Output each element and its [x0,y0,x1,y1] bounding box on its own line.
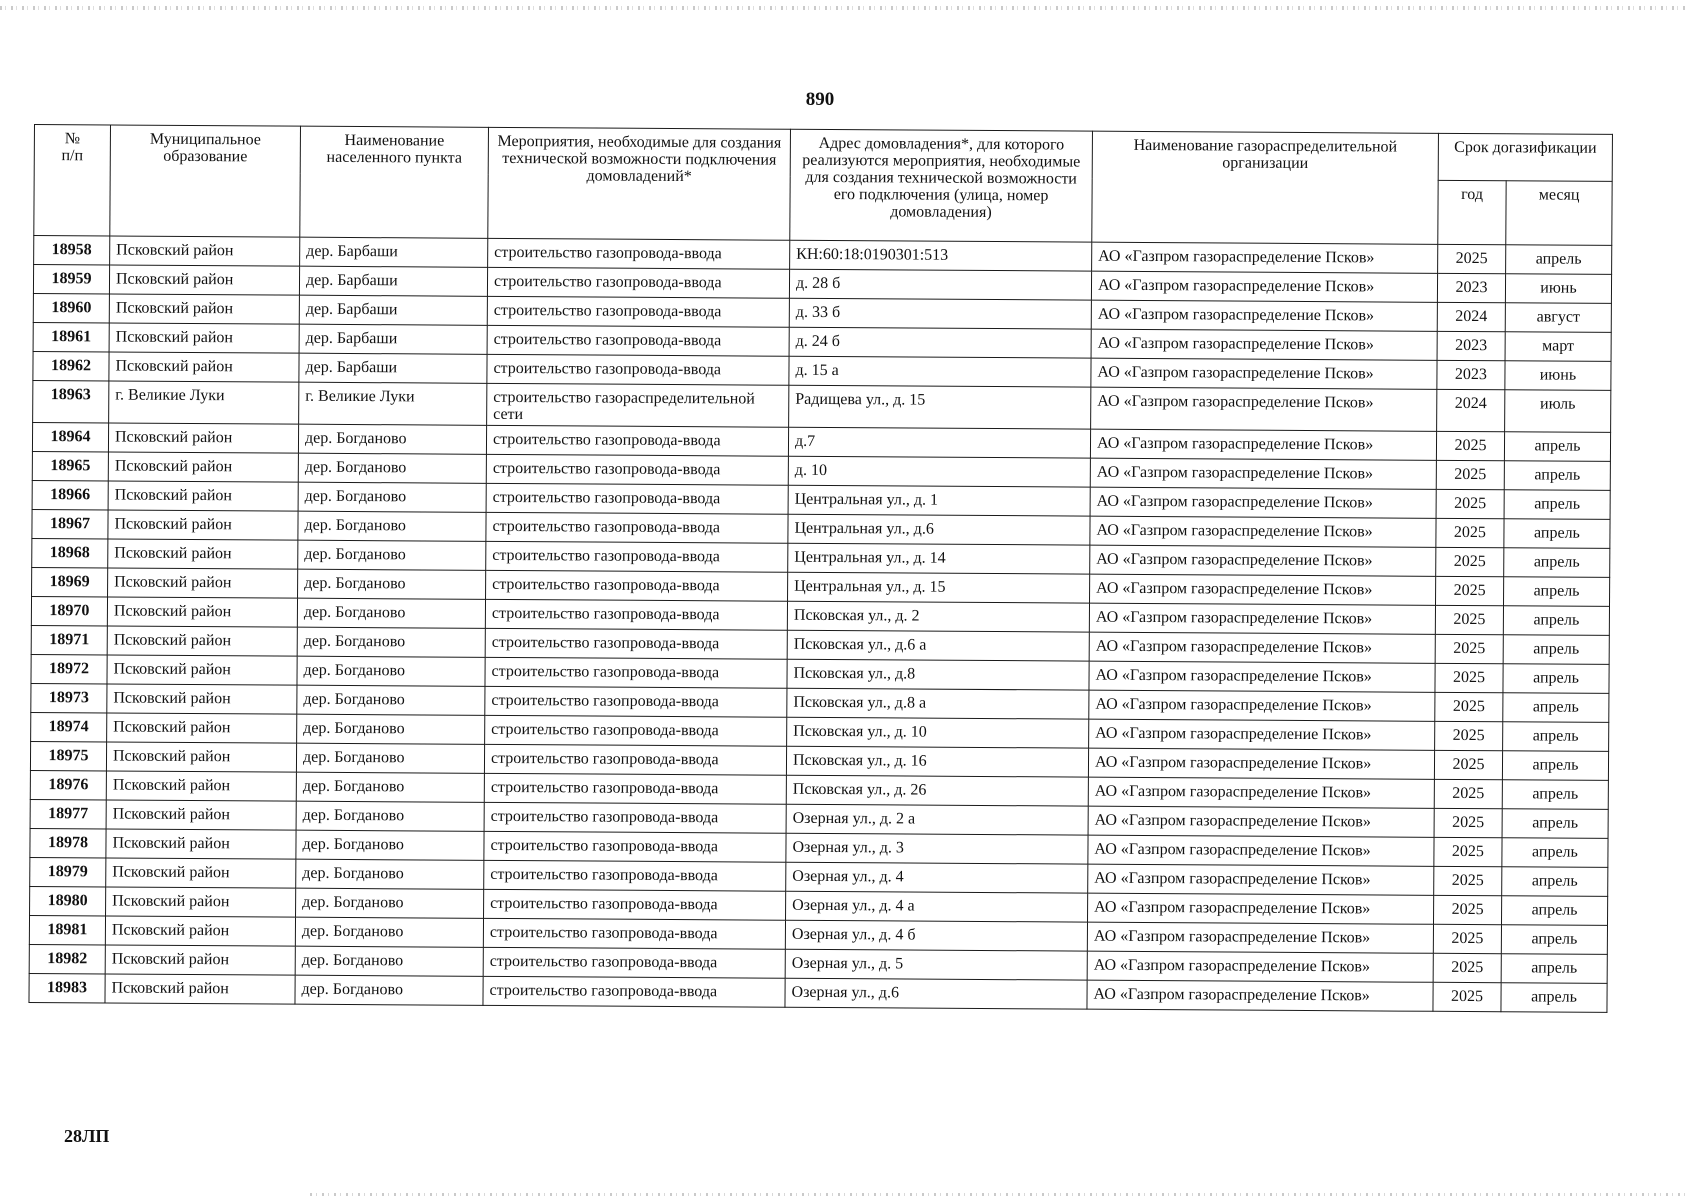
header-organization: Наименование газораспределительной организации [1092,131,1439,244]
cell-municipality: Псковский район [105,945,295,975]
cell-municipality: Псковский район [105,974,295,1004]
cell-settlement: дер. Богданово [298,453,486,483]
cell-address: Псковская ул., д. 26 [786,775,1088,806]
cell-month: апрель [1504,490,1610,520]
cell-num: 18977 [30,799,106,828]
cell-num: 18972 [31,654,107,683]
cell-month: апрель [1504,577,1610,607]
cell-month: апрель [1501,954,1607,984]
cell-month: апрель [1501,983,1607,1013]
cell-month: апрель [1502,838,1608,868]
cell-year: 2024 [1437,389,1505,431]
cell-month: июнь [1505,274,1611,304]
cell-measure: строительство газопровода-ввода [486,483,788,514]
cell-settlement: дер. Богданово [297,627,485,657]
cell-municipality: Псковский район [109,352,299,382]
cell-municipality: Псковский район [108,452,298,482]
cell-num: 18980 [30,886,106,915]
cell-year: 2025 [1433,895,1501,924]
cell-address: Озерная ул., д. 3 [786,833,1088,864]
cell-num: 18967 [32,509,108,538]
cell-measure: строительство газопровода-ввода [485,657,787,688]
cell-organization: АО «Газпром газораспределение Псков» [1090,487,1436,518]
cell-month: апрель [1502,867,1608,897]
cell-settlement: дер. Барбаши [299,295,487,325]
cell-month: апрель [1503,722,1609,752]
cell-num: 18958 [34,236,110,265]
cell-year: 2025 [1434,837,1502,866]
cell-address: Псковская ул., д.6 а [787,630,1089,661]
header-measures: Мероприятия, необходимые для создания технической возможности подключения домовладений* [488,127,791,240]
cell-settlement: дер. Богданово [298,511,486,541]
cell-municipality: Псковский район [108,481,298,511]
cell-measure: строительство газопровода-ввода [485,715,787,746]
cell-measure: строительство газопровода-ввода [486,425,788,456]
header-year: год [1438,180,1506,244]
cell-address: Псковская ул., д. 10 [787,717,1089,748]
cell-address: д. 28 б [789,269,1091,300]
cell-num: 18963 [33,380,109,422]
cell-num: 18983 [29,973,105,1002]
cell-address: Озерная ул., д. 5 [785,949,1087,980]
cell-address: Озерная ул., д. 4 б [785,920,1087,951]
cell-address: Радищева ул., д. 15 [789,385,1091,429]
header-month: месяц [1506,181,1612,246]
cell-address: Центральная ул., д. 14 [788,543,1090,574]
cell-month: июль [1505,390,1611,433]
cell-num: 18975 [30,741,106,770]
cell-num: 18981 [29,915,105,944]
cell-address: Центральная ул., д. 1 [788,485,1090,516]
cell-year: 2025 [1435,692,1503,721]
cell-organization: АО «Газпром газораспределение Псков» [1089,719,1435,750]
cell-month: апрель [1502,780,1608,810]
cell-municipality: Псковский район [108,423,298,453]
cell-municipality: Псковский район [106,858,296,888]
cell-month: апрель [1502,809,1608,839]
cell-measure: строительство газопровода-ввода [483,918,785,949]
cell-measure: строительство газопровода-ввода [485,628,787,659]
cell-month: апрель [1504,461,1610,491]
cell-year: 2025 [1435,605,1503,634]
cell-organization: АО «Газпром газораспределение Псков» [1089,603,1435,634]
cell-month: апрель [1503,606,1609,636]
cell-measure: строительство газопровода-ввода [483,947,785,978]
cell-organization: АО «Газпром газораспределение Псков» [1087,980,1433,1011]
cell-measure: строительство газопровода-ввода [484,773,786,804]
cell-organization: АО «Газпром газораспределение Псков» [1090,574,1436,605]
document-code: 28ЛП [64,1126,110,1146]
cell-measure: строительство газопровода-ввода [484,831,786,862]
cell-settlement: г. Великие Луки [299,382,487,425]
cell-measure: строительство газопровода-ввода [487,267,789,298]
cell-address: Центральная ул., д. 15 [788,572,1090,603]
cell-year: 2025 [1436,518,1504,547]
cell-municipality: Псковский район [106,829,296,859]
scan-edge-top [0,6,1686,10]
cell-municipality: Псковский район [108,568,298,598]
cell-year: 2025 [1438,244,1506,273]
page-number: 890 [805,89,835,110]
cell-settlement: дер. Богданово [296,801,484,831]
cell-address: д. 15 а [789,356,1091,387]
cell-organization: АО «Газпром газораспределение Псков» [1091,358,1437,389]
cell-municipality: Псковский район [110,236,300,266]
cell-address: Озерная ул., д. 4 а [786,891,1088,922]
cell-num: 18959 [33,265,109,294]
cell-settlement: дер. Богданово [295,917,483,947]
cell-municipality: Псковский район [107,655,297,685]
cell-year: 2025 [1434,808,1502,837]
cell-month: апрель [1503,693,1609,723]
cell-organization: АО «Газпром газораспределение Псков» [1088,864,1434,895]
cell-municipality: Псковский район [108,510,298,540]
cell-organization: АО «Газпром газораспределение Псков» [1087,922,1433,953]
gasification-table [28,124,1613,1013]
cell-organization: АО «Газпром газораспределение Псков» [1091,329,1437,360]
cell-measure: строительство газопровода-ввода [485,686,787,717]
cell-settlement: дер. Богданово [296,888,484,918]
cell-num: 18964 [32,422,108,451]
cell-month: апрель [1503,664,1609,694]
cell-settlement: дер. Барбаши [299,324,487,354]
cell-year: 2025 [1436,431,1504,460]
cell-organization: АО «Газпром газораспределение Псков» [1091,387,1437,431]
cell-municipality: Псковский район [107,626,297,656]
cell-measure: строительство газопровода-ввода [488,238,790,269]
cell-year: 2025 [1435,634,1503,663]
cell-num: 18960 [33,293,109,322]
header-municipality: Муниципальное образование [110,125,301,237]
cell-num: 18962 [33,351,109,380]
cell-address: Озерная ул., д. 4 [786,862,1088,893]
cell-address: Псковская ул., д.8 а [787,688,1089,719]
cell-measure: строительство газопровода-ввода [487,354,789,385]
cell-municipality: Псковский район [106,800,296,830]
cell-year: 2024 [1437,302,1505,331]
header-settlement: Наименование населенного пункта [300,126,489,238]
cell-num: 18969 [32,567,108,596]
cell-year: 2023 [1437,273,1505,302]
cell-settlement: дер. Богданово [297,685,485,715]
cell-organization: АО «Газпром газораспределение Псков» [1090,429,1436,460]
cell-organization: АО «Газпром газораспределение Псков» [1088,893,1434,924]
cell-month: март [1505,332,1611,362]
cell-settlement: дер. Богданово [297,598,485,628]
cell-settlement: дер. Богданово [296,743,484,773]
cell-year: 2025 [1434,866,1502,895]
cell-measure: строительство газопровода-ввода [486,512,788,543]
cell-year: 2025 [1433,924,1501,953]
cell-organization: АО «Газпром газораспределение Псков» [1090,458,1436,489]
scan-edge-bottom [310,1193,1686,1196]
cell-organization: АО «Газпром газораспределение Псков» [1089,690,1435,721]
cell-measure: строительство газопровода-ввода [484,889,786,920]
cell-settlement: дер. Богданово [298,482,486,512]
cell-num: 18961 [33,322,109,351]
cell-num: 18982 [29,944,105,973]
cell-settlement: дер. Барбаши [300,237,488,267]
cell-month: апрель [1506,245,1612,275]
cell-num: 18966 [32,480,108,509]
cell-organization: АО «Газпром газораспределение Псков» [1087,951,1433,982]
cell-num: 18973 [31,683,107,712]
cell-address: Псковская ул., д.8 [787,659,1089,690]
cell-organization: АО «Газпром газораспределение Псков» [1090,516,1436,547]
cell-settlement: дер. Богданово [297,714,485,744]
cell-address: д. 33 б [789,298,1091,329]
cell-address: д.7 [788,427,1090,458]
cell-municipality: Псковский район [106,771,296,801]
cell-organization: АО «Газпром газораспределение Псков» [1089,632,1435,663]
cell-measure: строительство газопровода-ввода [486,454,788,485]
header-term: Срок догазификации [1438,133,1612,181]
cell-municipality: Псковский район [109,294,299,324]
cell-municipality: Псковский район [109,265,299,295]
cell-settlement: дер. Богданово [296,772,484,802]
cell-address: Центральная ул., д.6 [788,514,1090,545]
cell-month: апрель [1501,896,1607,926]
cell-settlement: дер. Богданово [295,975,483,1005]
table-body [29,236,1612,1013]
cell-settlement: дер. Богданово [296,830,484,860]
cell-settlement: дер. Барбаши [299,353,487,383]
cell-organization: АО «Газпром газораспределение Псков» [1088,835,1434,866]
cell-month: апрель [1504,432,1610,462]
cell-year: 2025 [1435,663,1503,692]
cell-settlement: дер. Богданово [298,569,486,599]
cell-organization: АО «Газпром газораспределение Псков» [1091,300,1437,331]
cell-measure: строительство газопровода-ввода [484,860,786,891]
cell-address: Псковская ул., д. 16 [786,746,1088,777]
cell-settlement: дер. Богданово [298,540,486,570]
cell-measure: строительство газопровода-ввода [487,325,789,356]
cell-address: Озерная ул., д. 2 а [786,804,1088,835]
cell-num: 18970 [31,596,107,625]
cell-address: д. 10 [788,456,1090,487]
cell-settlement: дер. Богданово [298,424,486,454]
cell-measure: строительство газопровода-ввода [487,296,789,327]
cell-month: апрель [1502,751,1608,781]
cell-measure: строительство газопровода-ввода [485,599,787,630]
cell-year: 2025 [1435,721,1503,750]
cell-num: 18978 [30,828,106,857]
cell-year: 2025 [1436,489,1504,518]
cell-settlement: дер. Богданово [295,946,483,976]
cell-organization: АО «Газпром газораспределение Псков» [1088,777,1434,808]
cell-organization: АО «Газпром газораспределение Псков» [1089,661,1435,692]
cell-num: 18976 [30,770,106,799]
cell-municipality: Псковский район [107,684,297,714]
cell-settlement: дер. Богданово [297,656,485,686]
cell-organization: АО «Газпром газораспределение Псков» [1088,806,1434,837]
header-address: Адрес домовладения*, для которого реализуются мероприятия, необходимые для создания технической возможности его подключения (улица, номер домовладения) [790,129,1093,242]
cell-year: 2025 [1433,982,1501,1011]
cell-municipality: Псковский район [107,597,297,627]
cell-measure: строительство газопровода-ввода [486,541,788,572]
cell-settlement: дер. Богданово [296,859,484,889]
cell-municipality: г. Великие Луки [109,381,299,424]
cell-measure: строительство газопровода-ввода [486,570,788,601]
cell-measure: строительство газопровода-ввода [484,744,786,775]
cell-measure: строительство газораспределительной сети [487,383,789,427]
cell-municipality: Псковский район [107,713,297,743]
cell-address: д. 24 б [789,327,1091,358]
cell-month: апрель [1501,925,1607,955]
cell-municipality: Псковский район [105,916,295,946]
cell-year: 2023 [1437,331,1505,360]
cell-year: 2025 [1433,953,1501,982]
cell-num: 18974 [31,712,107,741]
cell-municipality: Псковский район [106,887,296,917]
cell-municipality: Псковский район [106,742,296,772]
cell-num: 18971 [31,625,107,654]
cell-num: 18979 [30,857,106,886]
cell-num: 18968 [32,538,108,567]
cell-address: Псковская ул., д. 2 [787,601,1089,632]
cell-address: Озерная ул., д.6 [785,978,1087,1009]
cell-municipality: Псковский район [109,323,299,353]
cell-year: 2023 [1437,360,1505,389]
cell-organization: АО «Газпром газораспределение Псков» [1091,271,1437,302]
cell-organization: АО «Газпром газораспределение Псков» [1092,242,1438,273]
cell-year: 2025 [1434,750,1502,779]
cell-month: апрель [1504,519,1610,549]
cell-year: 2025 [1434,779,1502,808]
cell-month: август [1505,303,1611,333]
cell-month: июнь [1505,361,1611,391]
cell-measure: строительство газопровода-ввода [483,976,785,1007]
cell-organization: АО «Газпром газораспределение Псков» [1090,545,1436,576]
table-header-row [34,125,1612,182]
cell-num: 18965 [32,451,108,480]
cell-municipality: Псковский район [108,539,298,569]
cell-settlement: дер. Барбаши [299,266,487,296]
cell-year: 2025 [1436,460,1504,489]
cell-month: апрель [1503,635,1609,665]
cell-organization: АО «Газпром газораспределение Псков» [1088,748,1434,779]
cell-month: апрель [1504,548,1610,578]
cell-measure: строительство газопровода-ввода [484,802,786,833]
header-num: № п/п [34,125,111,236]
cell-year: 2025 [1436,576,1504,605]
cell-address: КН:60:18:0190301:513 [790,240,1092,271]
cell-year: 2025 [1436,547,1504,576]
